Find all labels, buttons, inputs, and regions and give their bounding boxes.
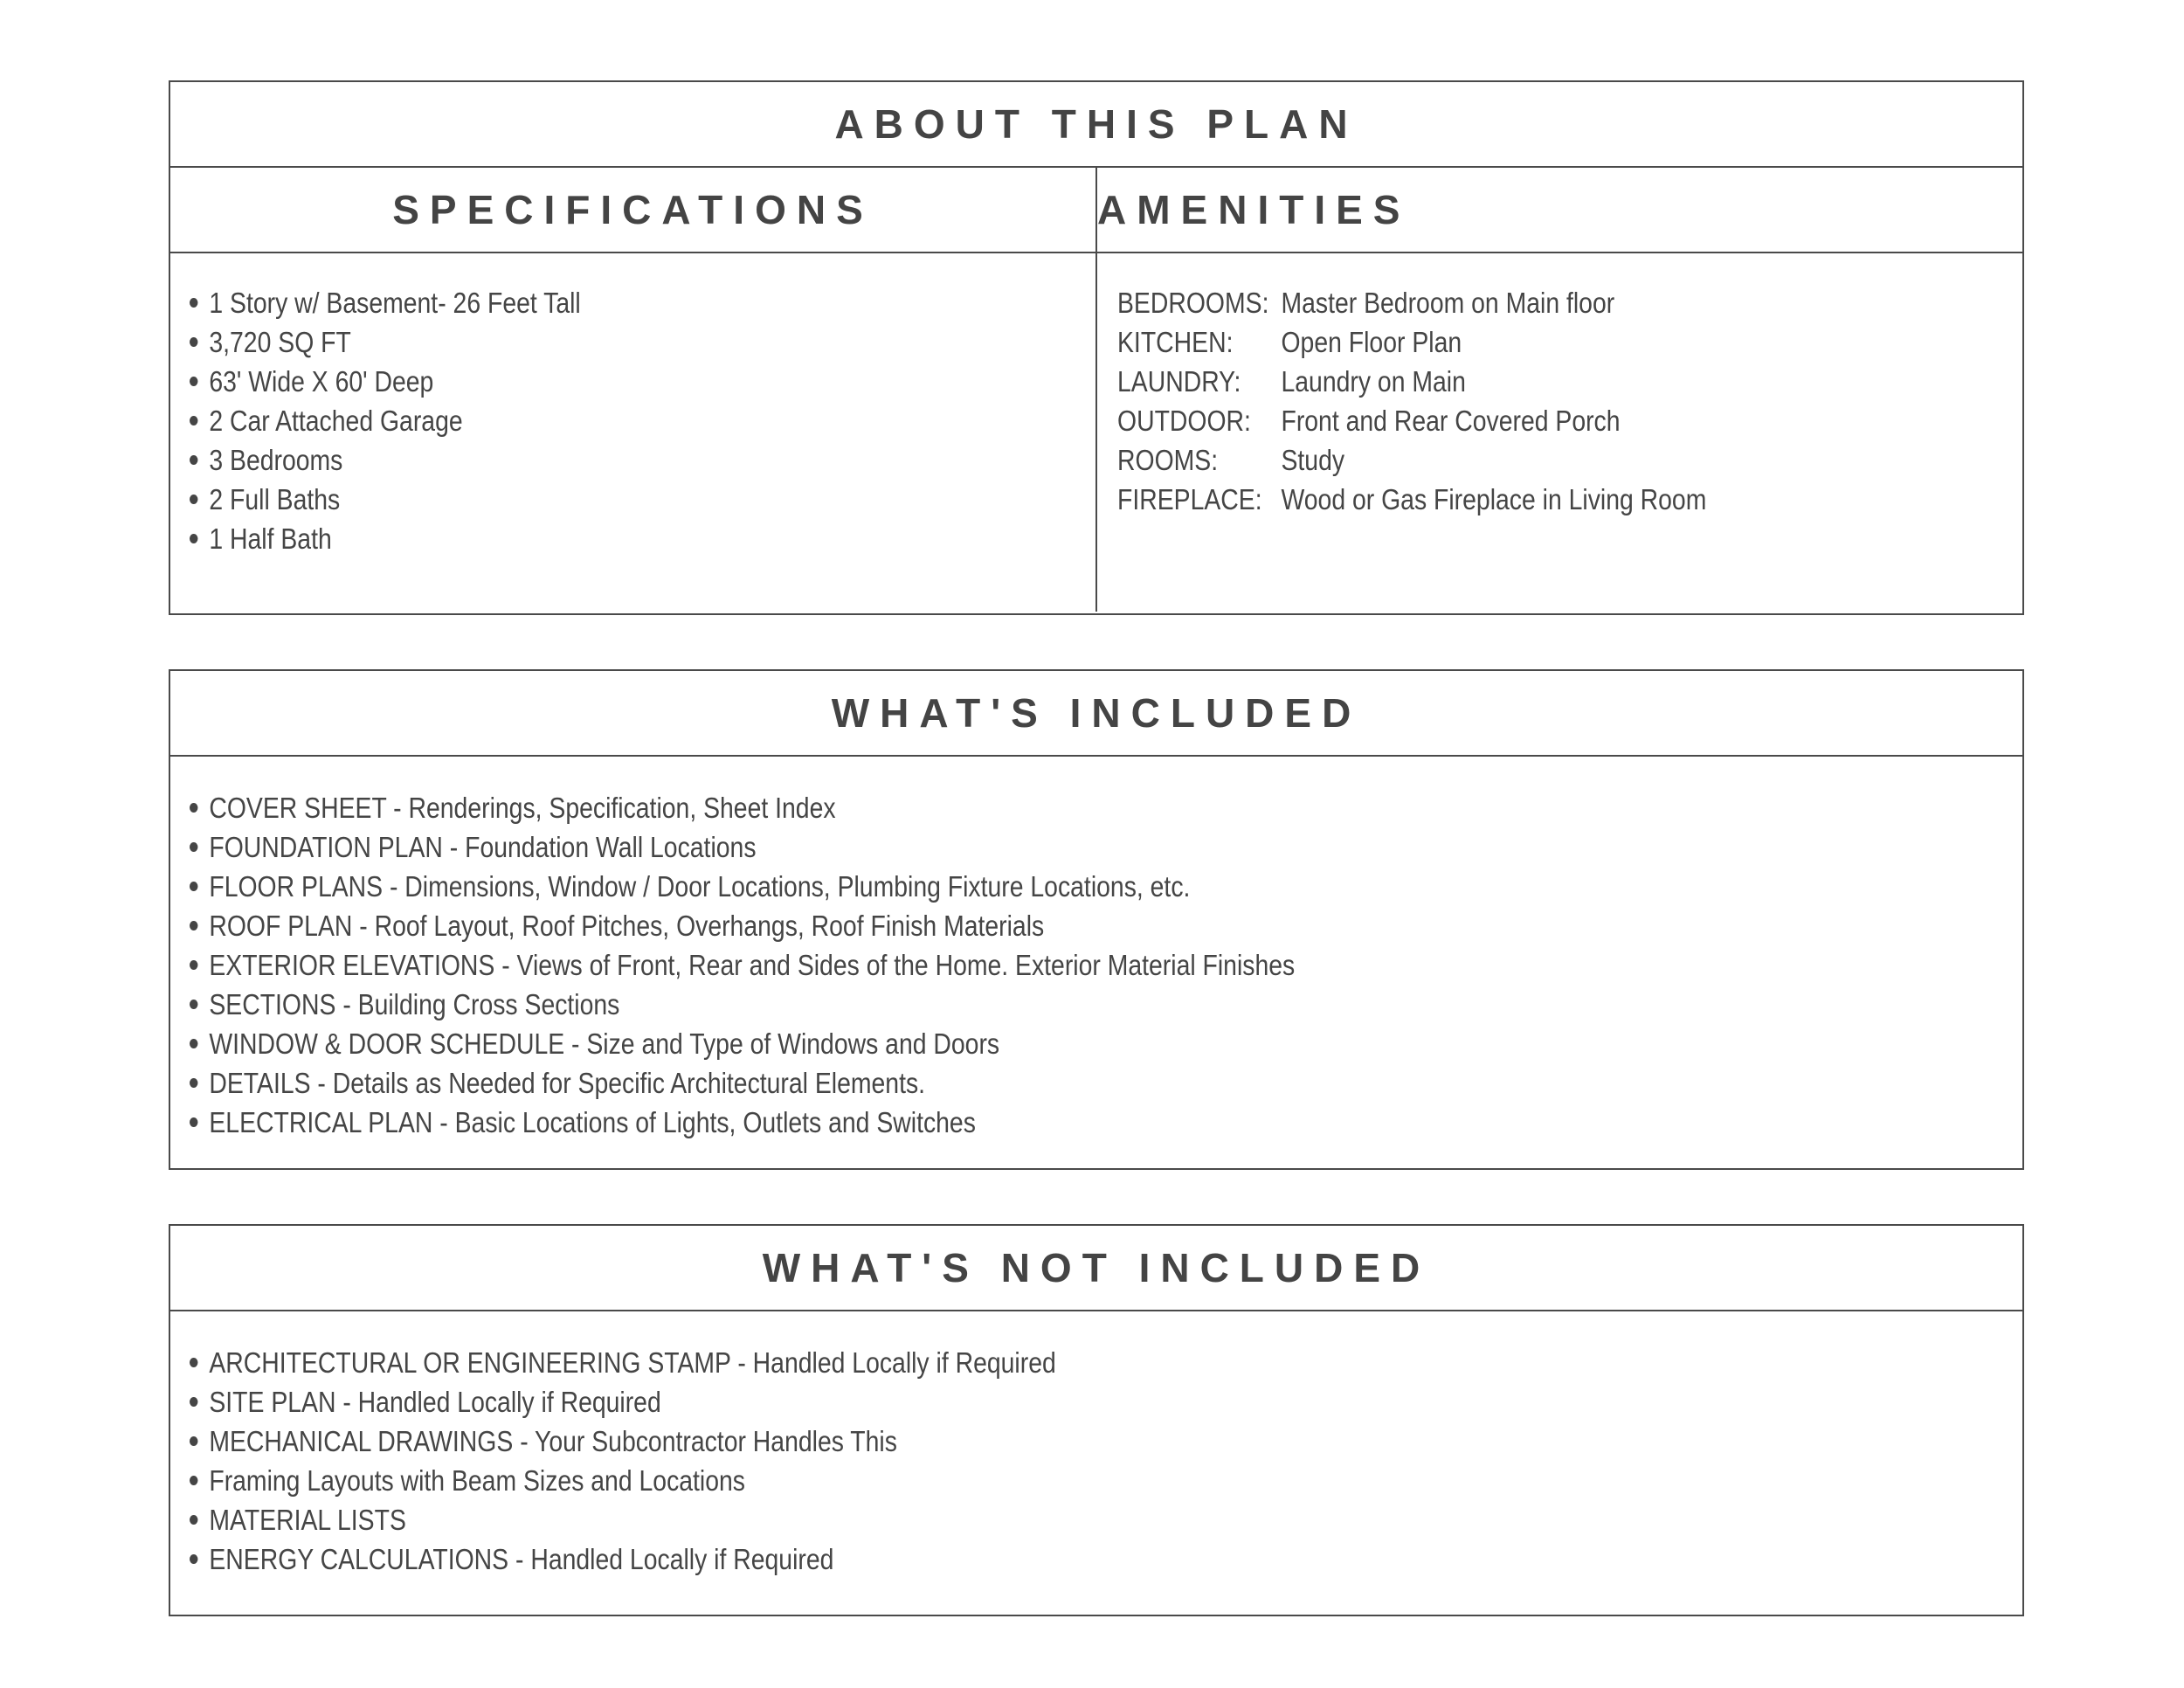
- amenity-value: Master Bedroom on Main floor: [1281, 287, 1615, 319]
- whats-included-heading: WHAT'S INCLUDED: [170, 671, 2022, 757]
- amenity-key: OUTDOOR:: [1117, 405, 1251, 437]
- not-included-text: ARCHITECTURAL OR ENGINEERING STAMP - Handled Locally if Required: [209, 1346, 1056, 1379]
- included-text: DETAILS - Details as Needed for Specific Architectural Elements.: [209, 1067, 926, 1099]
- list-item: [190, 867, 1766, 906]
- amenity-key: BEDROOMS:: [1117, 287, 1269, 319]
- bullet-icon: [190, 1078, 197, 1088]
- amenity-value: Front and Rear Covered Porch: [1281, 405, 1621, 437]
- bullet-icon: [190, 1000, 197, 1009]
- spec-text: 3 Bedrooms: [209, 444, 343, 476]
- amenity-value: Laundry on Main: [1281, 365, 1466, 398]
- bullet-icon: [190, 298, 197, 308]
- list-item: [190, 827, 1766, 867]
- not-included-text: ENERGY CALCULATIONS - Handled Locally if Required: [209, 1543, 834, 1575]
- amenity-row: [1117, 322, 1896, 362]
- included-list-container: [170, 757, 2022, 1142]
- bullet-icon: [190, 1436, 197, 1446]
- list-item: [190, 1500, 1766, 1539]
- included-text: WINDOW & DOOR SCHEDULE - Size and Type of Windows and Doors: [209, 1027, 1000, 1060]
- bullet-icon: [190, 337, 197, 347]
- list-item: [190, 1422, 1766, 1461]
- included-text: FLOOR PLANS - Dimensions, Window / Door Locations, Plumbing Fixture Locations, etc.: [209, 870, 1191, 903]
- spec-text: 2 Car Attached Garage: [209, 405, 463, 437]
- list-item: [190, 906, 1766, 945]
- bullet-icon: [190, 960, 197, 970]
- list-item: [190, 440, 969, 480]
- not-included-list-container: [170, 1311, 2022, 1579]
- whats-not-included-section: [169, 1224, 2024, 1616]
- list-item: [190, 1024, 1766, 1063]
- not-included-text: SITE PLAN - Handled Locally if Required: [209, 1386, 661, 1418]
- bullet-icon: [190, 803, 197, 813]
- amenities-list: [1097, 253, 2022, 612]
- amenity-key: LAUNDRY:: [1117, 365, 1241, 398]
- list-item: [190, 401, 969, 440]
- amenity-value: Study: [1281, 444, 1345, 476]
- list-item: [190, 1539, 1766, 1579]
- amenity-row: [1117, 480, 1896, 519]
- amenity-row: [1117, 283, 1896, 322]
- bullet-icon: [190, 842, 197, 852]
- bullet-icon: [190, 377, 197, 386]
- not-included-text: MATERIAL LISTS: [209, 1504, 406, 1536]
- list-item: [190, 985, 1766, 1024]
- whats-included-section: [169, 669, 2024, 1170]
- list-item: [190, 1461, 1766, 1500]
- bullet-icon: [190, 455, 197, 465]
- bullet-icon: [190, 1117, 197, 1127]
- bullet-icon: [190, 882, 197, 891]
- amenity-row: [1117, 440, 1896, 480]
- not-included-text: Framing Layouts with Beam Sizes and Locations: [209, 1464, 745, 1497]
- bullet-icon: [190, 1397, 197, 1407]
- list-item: [190, 945, 1766, 985]
- about-this-plan-heading: ABOUT THIS PLAN: [170, 82, 2022, 168]
- list-item: [190, 1063, 1766, 1103]
- bullet-icon: [190, 534, 197, 543]
- list-item: [190, 1103, 1766, 1142]
- list-item: [190, 519, 969, 558]
- spec-text: 1 Story w/ Basement- 26 Feet Tall: [209, 287, 581, 319]
- whats-not-included-heading: WHAT'S NOT INCLUDED: [170, 1226, 2022, 1311]
- included-text: SECTIONS - Building Cross Sections: [209, 988, 620, 1020]
- list-item: [190, 362, 969, 401]
- amenity-value: Wood or Gas Fireplace in Living Room: [1281, 483, 1707, 515]
- amenity-row: [1117, 362, 1896, 401]
- specifications-heading: SPECIFICATIONS: [170, 168, 1097, 252]
- list-item: [190, 788, 1766, 827]
- about-body: [170, 253, 2022, 612]
- list-item: [190, 1343, 1766, 1382]
- included-text: EXTERIOR ELEVATIONS - Views of Front, Rear and Sides of the Home. Exterior Material Finishes: [209, 949, 1296, 981]
- bullet-icon: [190, 1554, 197, 1564]
- list-item: [190, 283, 969, 322]
- not-included-text: MECHANICAL DRAWINGS - Your Subcontractor Handles This: [209, 1425, 897, 1457]
- bullet-icon: [190, 495, 197, 504]
- amenity-value: Open Floor Plan: [1281, 326, 1462, 358]
- spec-text: 1 Half Bath: [209, 522, 332, 555]
- list-item: [190, 322, 969, 362]
- included-list: [170, 788, 2022, 1142]
- amenity-key: KITCHEN:: [1117, 326, 1234, 358]
- amenity-key: FIREPLACE:: [1117, 483, 1262, 515]
- not-included-list: [170, 1343, 2022, 1579]
- spec-text: 2 Full Baths: [209, 483, 341, 515]
- about-column-headers: [170, 168, 2022, 253]
- included-text: COVER SHEET - Renderings, Specification, Sheet Index: [209, 792, 836, 824]
- specifications-list-container: [170, 253, 1097, 612]
- amenity-key: ROOMS:: [1117, 444, 1219, 476]
- amenities-heading: AMENITIES: [1097, 187, 1411, 232]
- included-text: FOUNDATION PLAN - Foundation Wall Locations: [209, 831, 757, 863]
- bullet-icon: [190, 416, 197, 425]
- included-text: ELECTRICAL PLAN - Basic Locations of Lights, Outlets and Switches: [209, 1106, 976, 1138]
- bullet-icon: [190, 1358, 197, 1367]
- specifications-list: [170, 283, 1095, 558]
- about-this-plan-section: [169, 80, 2024, 615]
- spec-text: 63' Wide X 60' Deep: [209, 365, 434, 398]
- bullet-icon: [190, 921, 197, 930]
- bullet-icon: [190, 1515, 197, 1525]
- list-item: [190, 1382, 1766, 1422]
- included-text: ROOF PLAN - Roof Layout, Roof Pitches, Overhangs, Roof Finish Materials: [209, 910, 1045, 942]
- spec-text: 3,720 SQ FT: [209, 326, 351, 358]
- amenity-row: [1117, 401, 1896, 440]
- list-item: [190, 480, 969, 519]
- bullet-icon: [190, 1039, 197, 1048]
- bullet-icon: [190, 1476, 197, 1485]
